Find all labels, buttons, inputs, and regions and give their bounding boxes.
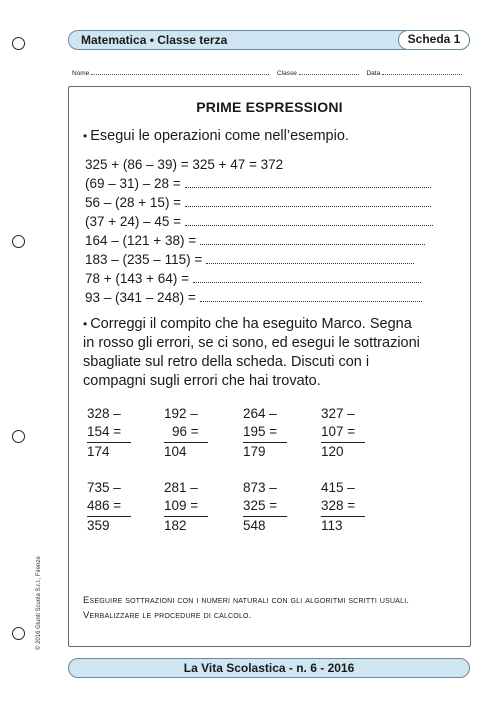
binder-hole: [12, 235, 25, 248]
expression-row: 93 – (341 – 248) =: [85, 288, 433, 307]
expression-list: [85, 155, 433, 307]
subtrahend: 96 =: [172, 424, 199, 439]
date-field[interactable]: [382, 68, 462, 75]
expression-row: 78 + (143 + 64) =: [85, 269, 433, 288]
header-bar: [68, 30, 470, 50]
instruction-line: Correggi il compito che ha eseguito Marco. Segna: [90, 316, 412, 332]
copyright-notice: © 2016 Giunti Scuola S.r.l., Firenze: [36, 556, 42, 650]
column-subtraction: [243, 405, 295, 461]
result: 120: [321, 444, 344, 459]
column-subtraction: [164, 405, 216, 461]
minuend: 327 –: [321, 406, 355, 421]
expression-row: 183 – (235 – 115) =: [85, 250, 433, 269]
minuend: 264 –: [243, 406, 277, 421]
name-label: Nome: [72, 70, 90, 77]
answer-line[interactable]: [200, 288, 422, 302]
name-row: [72, 68, 470, 77]
binder-hole: [12, 37, 25, 50]
example-expression: 325 + (86 – 39) = 325 + 47 = 372: [85, 157, 284, 172]
result: 182: [164, 518, 187, 533]
objective-line: Eseguire sottrazioni con i numeri naturali con gli algoritmi scritti usuali.: [83, 595, 410, 606]
expression-row: (69 – 31) – 28 =: [85, 174, 433, 193]
column-subtraction: [87, 479, 139, 535]
learning-objectives: [83, 593, 409, 623]
minuend: 281 –: [164, 480, 198, 495]
result: 174: [87, 444, 110, 459]
class-label: Classe: [276, 70, 297, 77]
instruction-line: compagni sugli errori che hai trovato.: [83, 373, 321, 389]
answer-line[interactable]: [193, 269, 421, 283]
worksheet-title: PRIME ESPRESSIONI: [196, 99, 343, 115]
exercise1-instruction: [83, 127, 349, 146]
expression-row: (37 + 24) – 45 =: [85, 212, 433, 231]
subtrahend: 486 =: [87, 498, 122, 513]
result: 113: [321, 518, 343, 533]
subtrahend: 325 =: [243, 498, 278, 513]
minuend: 192 –: [164, 406, 198, 421]
bullet-icon: •: [83, 129, 88, 143]
exercise2-instruction: [83, 315, 420, 391]
minuend: 328 –: [87, 406, 121, 421]
result: 179: [243, 444, 266, 459]
answer-line[interactable]: [206, 250, 414, 264]
subtrahend: 154 =: [87, 424, 122, 439]
instruction-line: in rosso gli errori, se ci sono, ed esegui le sottrazioni: [83, 335, 420, 351]
expression-row: 56 – (28 + 15) =: [85, 193, 433, 212]
footer-bar: La Vita Scolastica - n. 6 - 2016: [68, 658, 470, 678]
result: 359: [87, 518, 110, 533]
date-label: Data: [366, 70, 381, 77]
subtrahend: 328 =: [321, 498, 356, 513]
subtrahend: 195 =: [243, 424, 278, 439]
binder-hole: [12, 627, 25, 640]
sheet-badge: Scheda 1: [398, 30, 470, 50]
answer-line[interactable]: [200, 231, 425, 245]
worksheet-card: [68, 86, 471, 647]
column-subtraction: [164, 479, 216, 535]
column-subtraction: [87, 405, 139, 461]
column-subtraction: [321, 405, 373, 461]
subtrahend: 107 =: [321, 424, 356, 439]
answer-line[interactable]: [185, 174, 431, 188]
instruction-line: sbagliate sul retro della scheda. Discuti con i: [83, 354, 370, 370]
minuend: 735 –: [87, 480, 121, 495]
class-field[interactable]: [299, 68, 359, 75]
answer-line[interactable]: [185, 212, 433, 226]
bullet-icon: •: [83, 317, 88, 331]
result: 548: [243, 518, 266, 533]
column-subtraction: [243, 479, 295, 535]
minuend: 873 –: [243, 480, 277, 495]
binder-hole: [12, 430, 25, 443]
subtrahend: 109 =: [164, 498, 199, 513]
result: 104: [164, 444, 187, 459]
answer-line[interactable]: [185, 193, 431, 207]
expression-row: 164 – (121 + 38) =: [85, 231, 433, 250]
instruction-text: Esegui le operazioni come nell’esempio.: [90, 128, 349, 144]
name-field[interactable]: [91, 68, 269, 75]
column-subtraction: [321, 479, 373, 535]
subject-label: Matematica • Classe terza: [81, 33, 228, 47]
objective-line: Verbalizzare le procedure di calcolo.: [83, 610, 252, 621]
minuend: 415 –: [321, 480, 355, 495]
